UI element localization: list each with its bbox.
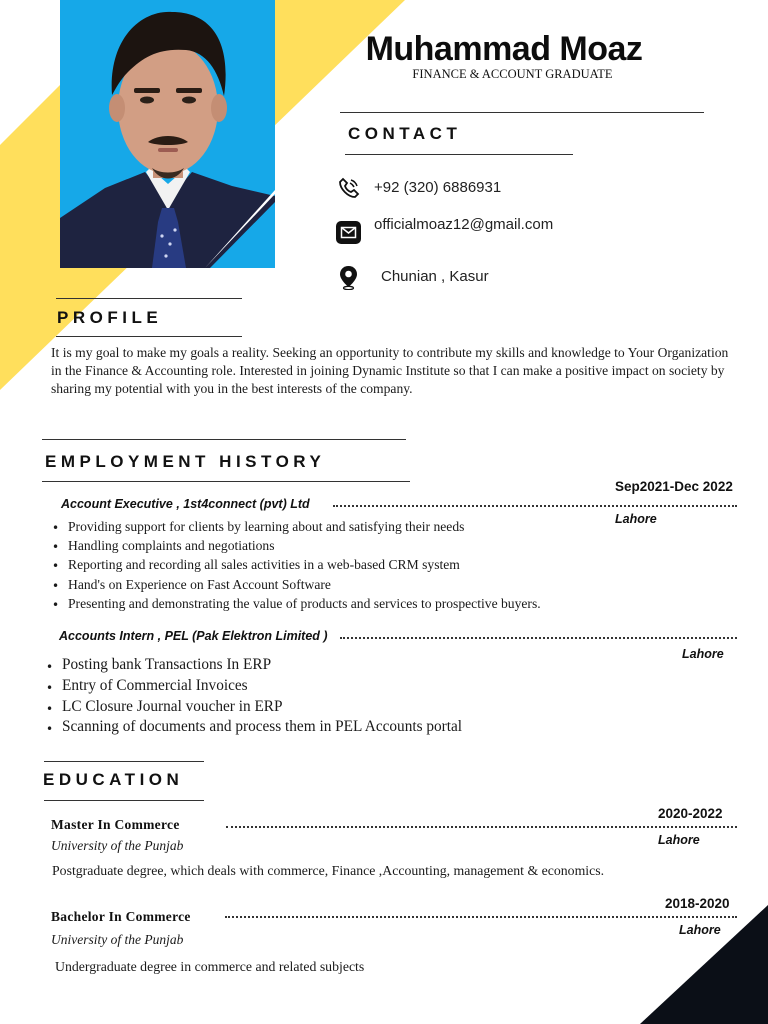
job-1-date: Sep2021-Dec 2022 [615,479,733,494]
job-1-title: Account Executive , 1st4connect (pvt) Ltd [61,497,310,511]
education-2-description: Undergraduate degree in commerce and related subjects [55,959,365,974]
list-item: • Hand's on Experience on Fast Account Software [68,575,541,594]
education-2-degree: Bachelor In Commerce [51,909,191,924]
education-1-description: Postgraduate degree, which deals with commerce, Finance ,Accounting, management & economics. [52,863,605,878]
list-item: • Reporting and recording all sales activities in a web-based CRM system [68,555,541,574]
list-item: • Providing support for clients by learning about and satisfying their needs [68,517,541,536]
employment-title: EMPLOYMENT HISTORY [45,452,326,471]
job-1-location: Lahore [615,512,657,526]
contact-location: Chunian , Kasur [381,268,489,285]
list-item: • LC Closure Journal voucher in ERP [62,697,462,718]
phone-icon [338,177,360,199]
profile-bottom-rule [56,336,242,337]
education-1-dotted-leader [226,826,737,828]
education-2-dotted-leader [225,916,737,918]
candidate-subtitle: FINANCE & ACCOUNT GRADUATE [412,67,613,81]
profile-top-rule [56,298,242,299]
education-1-years: 2020-2022 [658,806,723,821]
job-2-dotted-leader [340,637,737,639]
education-top-rule [44,761,204,762]
education-1-location: Lahore [658,833,700,847]
job-2-title: Accounts Intern , PEL (Pak Elektron Limited ) [59,629,328,643]
list-item: • Presenting and demonstrating the value of products and services to prospective buyers. [68,594,541,613]
education-1-university: University of the Punjab [51,838,184,853]
job-2-location: Lahore [682,647,724,661]
photo-corner-cut [205,190,275,268]
education-1-degree: Master In Commerce [51,817,180,832]
education-2-years: 2018-2020 [665,896,730,911]
education-bottom-rule [44,800,204,801]
location-pin-icon [339,265,358,290]
contact-bottom-rule [345,154,573,155]
list-item: • Scanning of documents and process them in PEL Accounts portal [62,717,462,738]
education-title: EDUCATION [43,770,184,789]
job-1-dotted-leader [333,505,737,507]
contact-phone[interactable]: +92 (320) 6886931 [374,179,502,196]
employment-bottom-rule [42,481,410,482]
employment-top-rule [42,439,406,440]
education-2-location: Lahore [679,923,721,937]
candidate-name: Muhammad Moaz [365,30,643,68]
list-item: • Entry of Commercial Invoices [62,676,462,697]
contact-title: CONTACT [348,124,462,143]
job-1-duties [68,517,541,613]
profile-title: PROFILE [57,308,163,327]
profile-summary: It is my goal to make my goals a reality. Seeking an opportunity to contribute my skills and knowledge to Your Organization in the Finance & Accounting role. Interested in joining Dynamic Institute so that I can make a positive impact on society by sharing my potential with you in the best interests of the company. [51,345,729,396]
email-icon [336,221,361,244]
contact-email[interactable]: officialmoaz12@gmail.com [374,216,554,233]
list-item: • Handling complaints and negotiations [68,536,541,555]
job-2-duties [62,655,462,738]
list-item: • Posting bank Transactions In ERP [62,655,462,676]
education-2-university: University of the Punjab [51,932,184,947]
contact-top-rule [340,112,704,113]
